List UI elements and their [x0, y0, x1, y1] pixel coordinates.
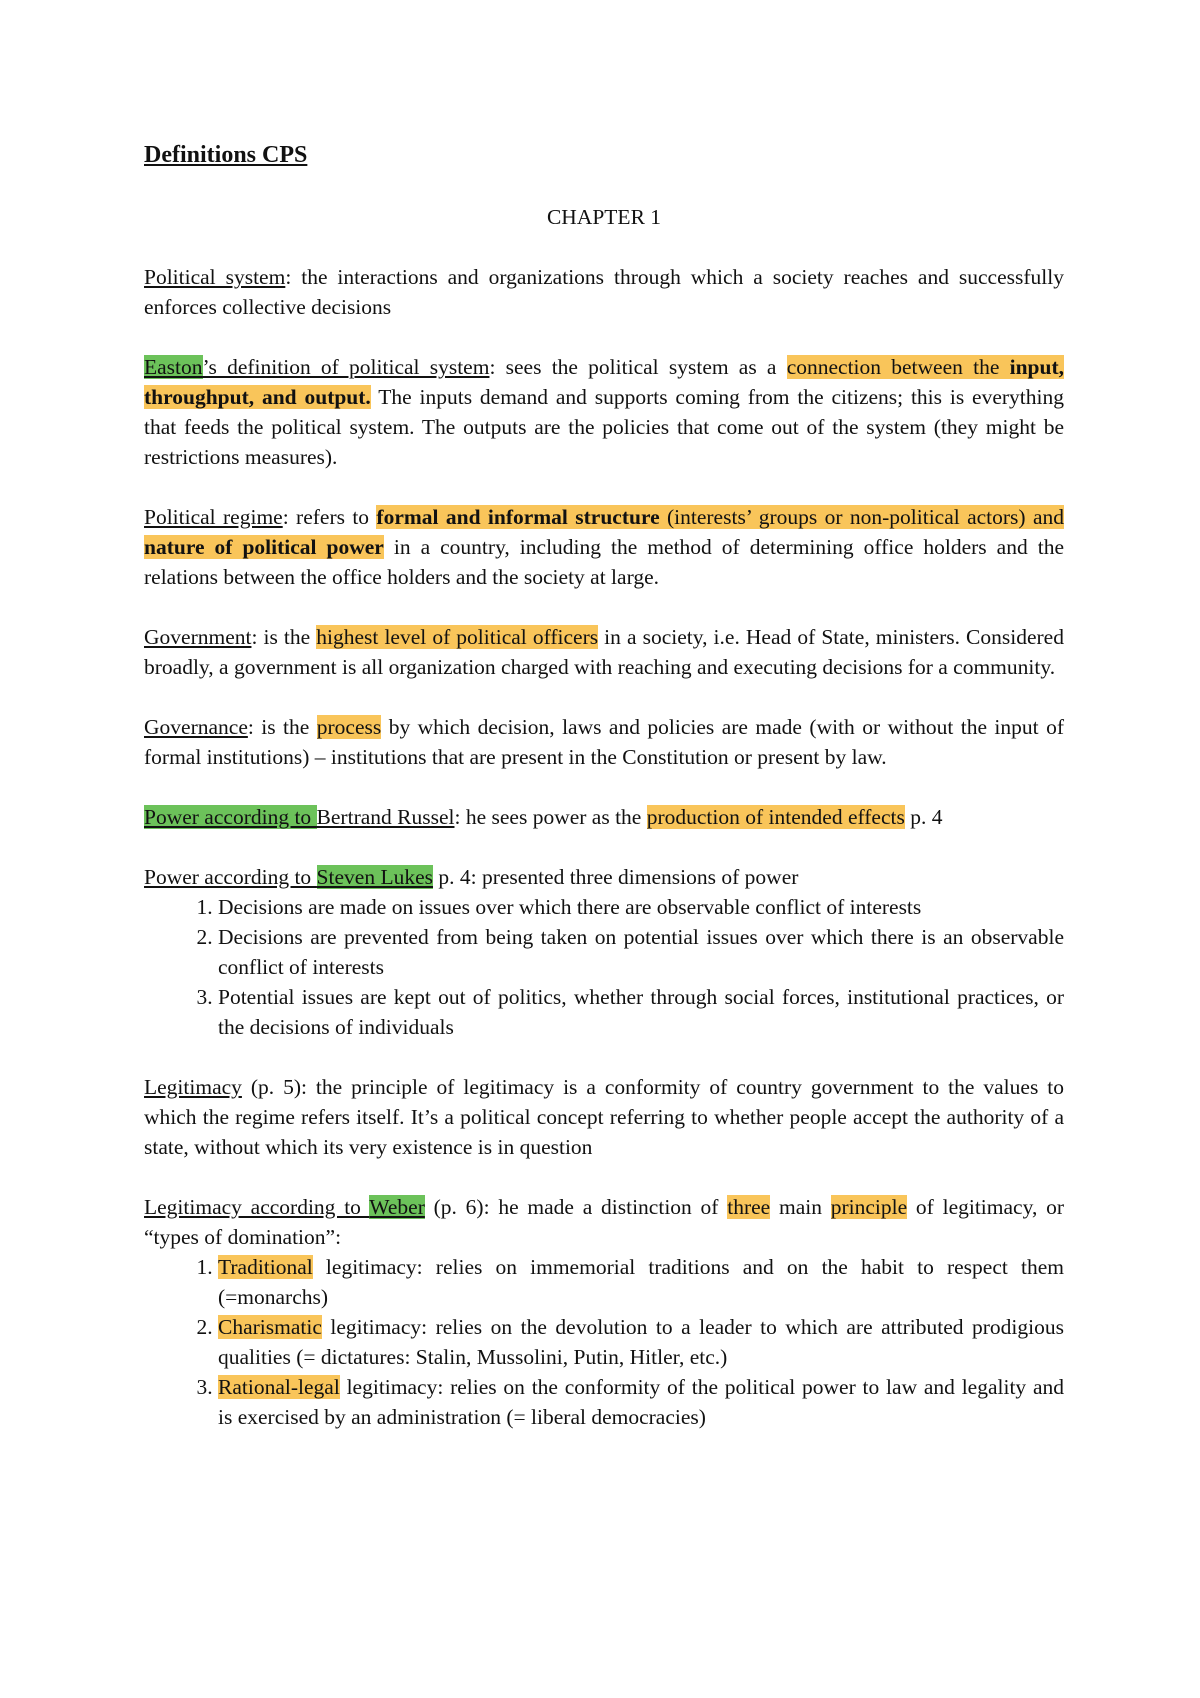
definition-political-system: [144, 262, 1064, 322]
russel-text-2: p. 4: [904, 805, 943, 829]
term-power-lukes: [144, 865, 433, 889]
easton-highlight-1: connection between the: [786, 355, 1010, 379]
weber-term-1: Legitimacy according to: [144, 1195, 370, 1219]
weber-highlight-principle: principle: [830, 1195, 908, 1219]
weber-types-list: [144, 1252, 1064, 1432]
government-text-2: in a society, i.e. Head of State, ministers. Considered broadly, a government is all organization charged with reaching and executing decisions for a community.: [144, 625, 1064, 679]
weber-type-name: Rational-legal: [218, 1375, 340, 1399]
term-political-system: Political system: [144, 265, 286, 289]
russel-highlight: production of intended effects: [646, 805, 905, 829]
government-highlight: highest level of political officers: [316, 625, 599, 649]
lukes-dimensions-list: [144, 892, 1064, 1042]
easton-highlight-2: input, throughput, and output.: [144, 355, 1064, 409]
document-body: [144, 140, 1064, 1432]
regime-highlight-2: nature of political power: [144, 535, 384, 559]
term-legitimacy: Legitimacy: [144, 1075, 242, 1099]
definition-legitimacy-weber: [144, 1192, 1064, 1252]
easton-text-2: The inputs demand and supports coming from the citizens; this is everything that feeds the political system. The outputs are the policies that come out of the system (they might be restrictions measures).: [144, 385, 1064, 469]
russel-term-1: Power according to: [144, 805, 317, 829]
definition-power-russel: [144, 802, 1064, 832]
weber-text-3: of legitimacy, or “types of domination”:: [144, 1195, 1064, 1249]
weber-type-text: legitimacy: relies on the devolution to a leader to which are attributed prodigious qualities (= dictatures: Stalin, Mussolini, Putin, Hitler, etc.): [218, 1315, 1064, 1369]
definition-political-regime: [144, 502, 1064, 592]
definition-easton: [144, 352, 1064, 472]
list-item: [218, 1252, 1064, 1312]
term-legitimacy-weber: [144, 1195, 425, 1219]
list-item: 3. Potential issues are kept out of politics, whether through social forces, institutional practices, or the decisions of individuals: [218, 982, 1064, 1042]
weber-type-name: Charismatic: [218, 1315, 322, 1339]
weber-type-text: legitimacy: relies on immemorial traditions and on the habit to respect them (=monarchs): [218, 1255, 1064, 1309]
easton-name: Easton: [144, 355, 203, 379]
weber-type-text: legitimacy: relies on the conformity of the political power to law and legality and is exercised by an administration (= liberal democracies): [218, 1375, 1064, 1429]
lukes-text-1: p. 4: presented three dimensions of power: [432, 865, 799, 889]
regime-text-1: : refers to: [282, 505, 377, 529]
weber-type-name: Traditional: [218, 1255, 313, 1279]
regime-text-2: in a country, including the method of determining office holders and the relations between the office holders and the society at large.: [144, 535, 1064, 589]
definition-governance: [144, 712, 1064, 772]
easton-term-rest: ’s definition of political system: [202, 355, 490, 379]
document-title: Definitions CPS: [144, 142, 308, 168]
weber-text-1: (p. 6): he made a distinction of: [424, 1195, 728, 1219]
lukes-term-1: Power according to: [144, 865, 317, 889]
russel-term-2: Bertrand Russel: [316, 805, 455, 829]
definition-legitimacy: [144, 1072, 1064, 1162]
government-text-1: : is the: [251, 625, 317, 649]
regime-highlight-1b: (interests’ groups or non-political actors) and: [659, 505, 1064, 529]
easton-text-1: : sees the political system as a: [489, 355, 787, 379]
chapter-heading: CHAPTER 1: [546, 205, 662, 229]
list-item: 2. Decisions are prevented from being taken on potential issues over which there is an observable conflict of interests: [218, 922, 1064, 982]
list-item: 1. Decisions are made on issues over which there are observable conflict of interests: [218, 892, 1064, 922]
regime-highlight-1: formal and informal structure: [376, 505, 660, 529]
list-item: [218, 1372, 1064, 1432]
weber-highlight-three: three: [727, 1195, 771, 1219]
term-government: Government: [144, 625, 252, 649]
weber-name: Weber: [369, 1195, 425, 1219]
term-political-regime: Political regime: [144, 505, 283, 529]
definition-government: [144, 622, 1064, 682]
governance-highlight: process: [316, 715, 382, 739]
list-item: [218, 1312, 1064, 1372]
term-power-russel: [144, 805, 454, 829]
definition-power-lukes: [144, 862, 1064, 892]
russel-text-1: : he sees power as the: [454, 805, 647, 829]
governance-text-2: by which decision, laws and policies are made (with or without the input of formal institutions) – institutions that are present in the Constitution or present by law.: [144, 715, 1064, 769]
legitimacy-text: (p. 5): the principle of legitimacy is a conformity of country government to the values to which the regime refers itself. It’s a political concept referring to whether people accept the authority of a state, without which its very existence is in question: [144, 1075, 1064, 1159]
term-governance: Governance: [144, 715, 248, 739]
lukes-name: Steven Lukes: [316, 865, 433, 889]
political-system-text: : the interactions and organizations through which a society reaches and successfully enforces collective decisions: [144, 265, 1064, 319]
term-easton: [144, 355, 489, 379]
weber-text-2: main: [770, 1195, 831, 1219]
governance-text-1: : is the: [247, 715, 317, 739]
